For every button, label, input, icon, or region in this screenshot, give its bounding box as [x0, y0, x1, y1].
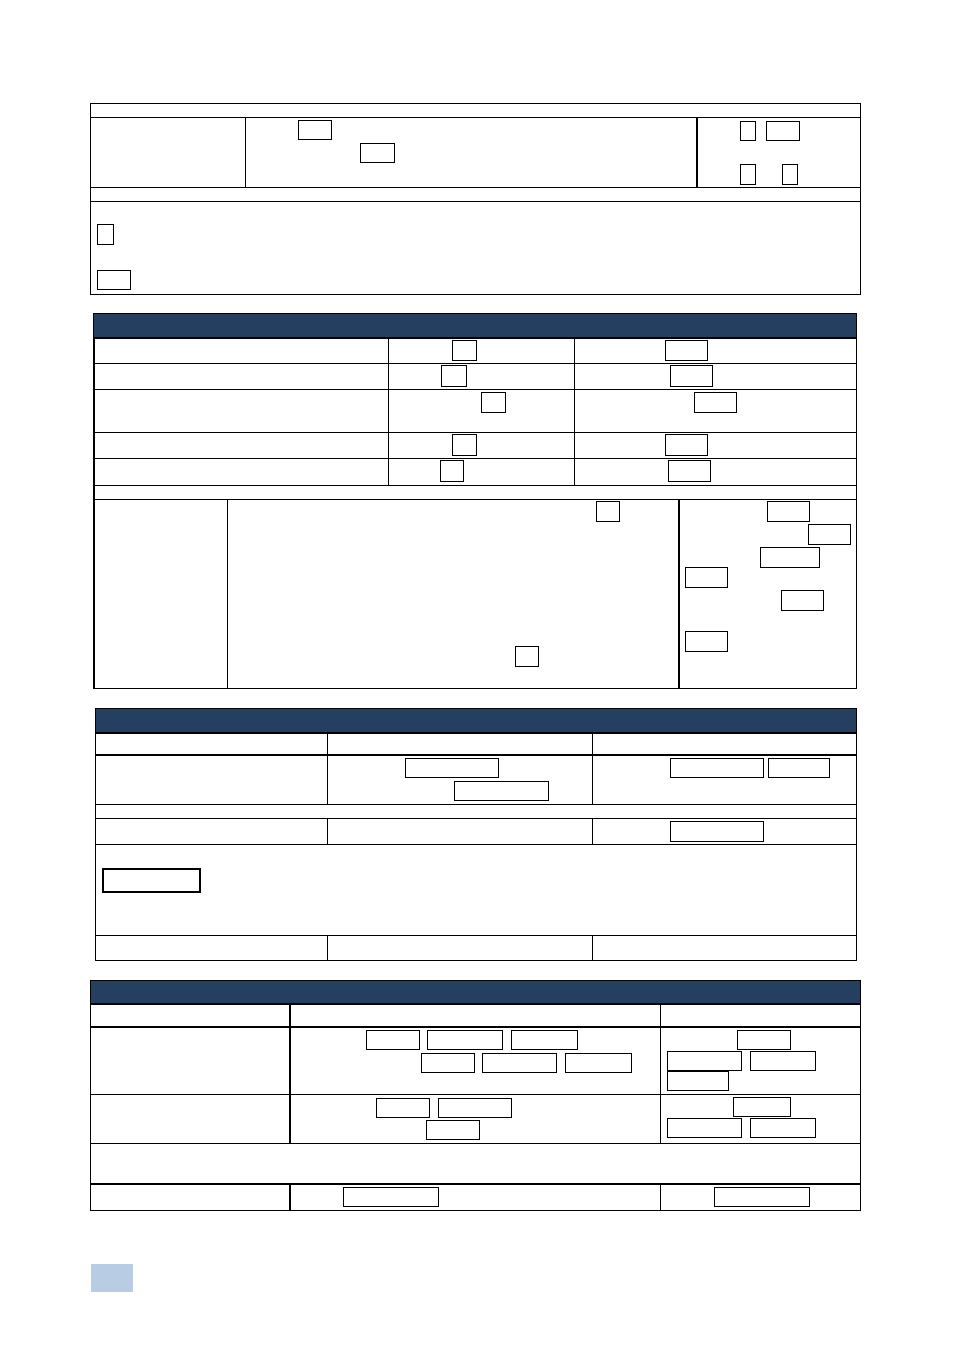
input-box[interactable] [511, 1030, 578, 1050]
section-3-divider [95, 754, 857, 756]
section-1-column-divider [245, 117, 246, 187]
section-4-column-divider [289, 1004, 291, 1143]
input-box[interactable] [750, 1118, 816, 1138]
section-3-divider [95, 804, 857, 805]
input-box[interactable] [766, 121, 800, 141]
input-box[interactable] [482, 1053, 557, 1073]
input-box[interactable] [808, 524, 851, 545]
input-box[interactable] [670, 365, 713, 387]
section-4-header [90, 980, 861, 1004]
input-box[interactable] [454, 781, 549, 801]
section-3-column-divider [327, 733, 328, 804]
input-box-highlighted[interactable] [102, 868, 201, 893]
section-1-divider [90, 187, 861, 188]
section-2-divider [93, 363, 857, 364]
input-box[interactable] [427, 1030, 503, 1050]
section-3-header [95, 708, 857, 733]
section-4-divider [90, 1026, 861, 1028]
input-box[interactable] [685, 567, 728, 588]
input-box[interactable] [781, 590, 824, 611]
section-2-divider [93, 485, 857, 486]
section-2-left-edge [93, 338, 95, 689]
section-4-divider [90, 1183, 861, 1185]
section-4-divider [90, 1143, 861, 1144]
section-2-divider [93, 458, 857, 459]
section-2-divider [93, 389, 857, 390]
input-box[interactable] [405, 758, 499, 778]
input-box[interactable] [481, 392, 506, 413]
input-box[interactable] [750, 1051, 816, 1071]
section-2-divider [93, 432, 857, 433]
input-box[interactable] [665, 434, 708, 456]
input-box[interactable] [670, 821, 764, 842]
section-2-column-divider [574, 338, 575, 485]
section-3-column-divider [327, 935, 328, 961]
section-4-column-divider [660, 1183, 661, 1211]
input-box[interactable] [298, 120, 332, 140]
input-box[interactable] [665, 340, 708, 361]
input-box[interactable] [438, 1098, 512, 1118]
section-2-column-divider [227, 499, 228, 689]
input-box[interactable] [97, 270, 131, 290]
input-box[interactable] [668, 460, 711, 482]
input-box[interactable] [565, 1053, 632, 1073]
section-3-divider [95, 935, 857, 936]
input-box[interactable] [596, 501, 620, 522]
input-box[interactable] [733, 1097, 791, 1117]
input-box[interactable] [670, 758, 764, 778]
input-box[interactable] [768, 758, 830, 778]
input-box[interactable] [452, 340, 477, 361]
input-box[interactable] [360, 143, 395, 163]
section-3-column-divider [592, 733, 593, 804]
section-3-divider [95, 818, 857, 819]
checkbox[interactable] [740, 121, 756, 141]
section-2-column-divider [678, 499, 680, 689]
section-4-divider [90, 1094, 861, 1095]
section-3-column-divider [592, 818, 593, 844]
input-box[interactable] [685, 631, 728, 652]
input-box[interactable] [440, 460, 464, 482]
section-2-column-divider [388, 338, 389, 485]
input-box[interactable] [515, 646, 539, 667]
input-box[interactable] [441, 365, 467, 387]
input-box[interactable] [737, 1030, 791, 1050]
input-box[interactable] [452, 434, 477, 456]
section-2-divider [93, 499, 857, 500]
page-number-tab [91, 1264, 133, 1292]
input-box[interactable] [376, 1098, 430, 1118]
checkbox[interactable] [97, 224, 114, 245]
input-box[interactable] [694, 392, 737, 413]
section-4-column-divider [660, 1004, 661, 1143]
input-box[interactable] [667, 1118, 742, 1138]
input-box[interactable] [426, 1120, 480, 1140]
input-box[interactable] [366, 1030, 420, 1050]
input-box[interactable] [343, 1187, 439, 1207]
input-box[interactable] [767, 501, 810, 522]
input-box[interactable] [714, 1187, 810, 1207]
section-2-header [93, 313, 857, 338]
section-3-column-divider [592, 935, 593, 961]
input-box[interactable] [421, 1053, 475, 1073]
input-box[interactable] [667, 1071, 729, 1091]
section-4-column-divider [289, 1183, 291, 1211]
section-3-column-divider [327, 818, 328, 844]
section-3-divider [95, 844, 857, 845]
checkbox[interactable] [782, 164, 798, 185]
section-1-divider [90, 117, 861, 118]
section-1-column-divider [696, 117, 698, 187]
input-box[interactable] [667, 1051, 742, 1071]
checkbox[interactable] [740, 164, 756, 185]
input-box[interactable] [760, 547, 820, 568]
section-2-table [93, 338, 857, 689]
section-1-divider [90, 201, 861, 202]
